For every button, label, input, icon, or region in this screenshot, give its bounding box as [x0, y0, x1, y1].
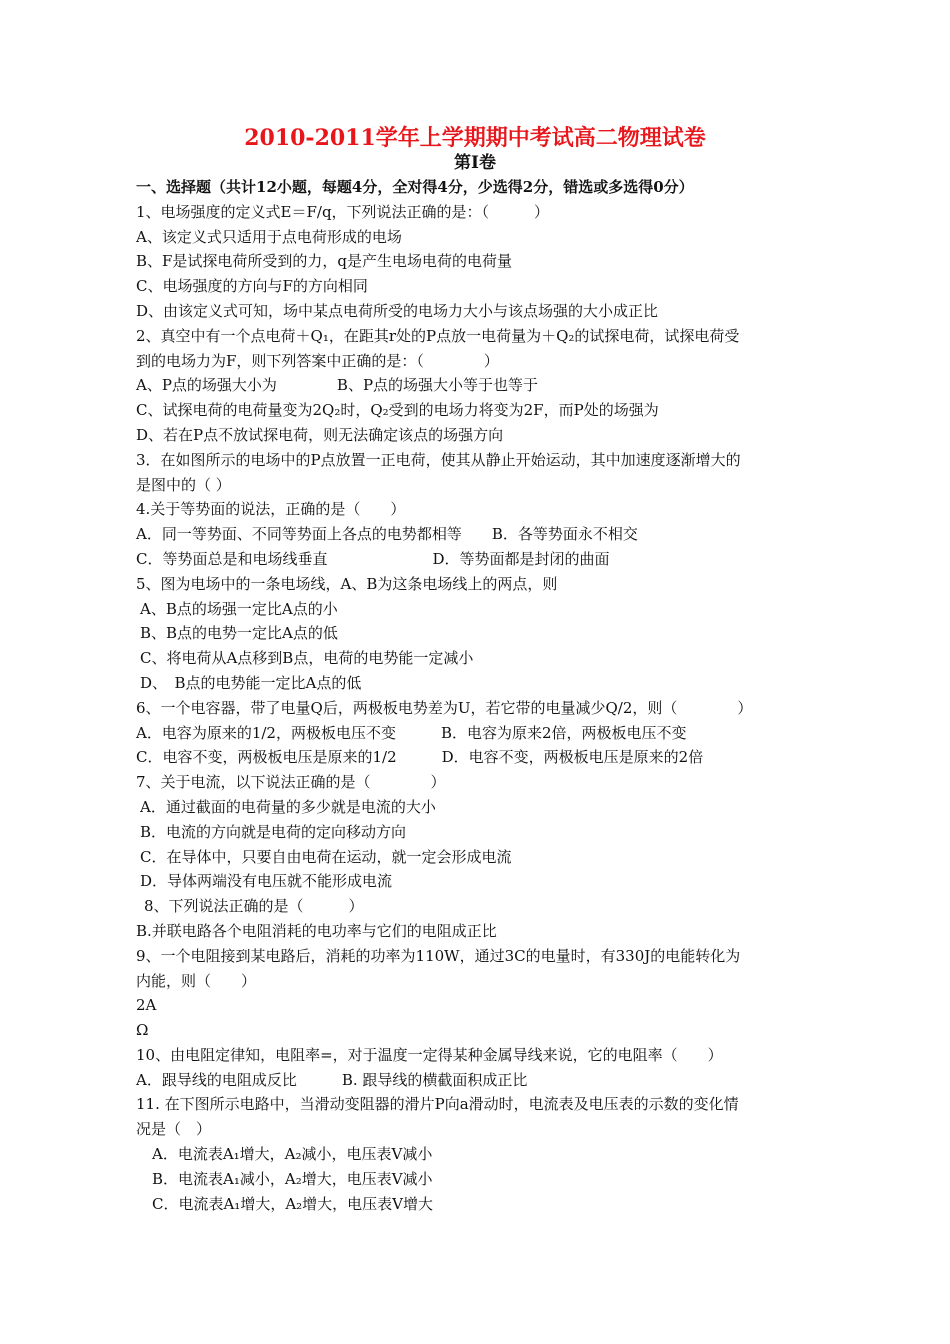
text-line: 7、关于电流，以下说法正确的是（ ） — [136, 773, 446, 792]
text-line: A、P点的场强大小为 B、P点的场强大小等于也等于 — [136, 376, 539, 395]
section-title: 第Ⅰ卷 — [454, 153, 496, 173]
text-line: C、试探电荷的电荷量变为2Q₂时，Q₂受到的电场力将变为2F，而P处的场强为 — [136, 401, 659, 420]
text-line: B．电流表A₁减小，A₂增大，电压表V减小 — [152, 1169, 433, 1188]
text-line: D、由该定义式可知，场中某点电荷所受的电场力大小与该点场强的大小成正比 — [136, 301, 659, 320]
text-line: 9、一个电阻接到某电路后，消耗的功率为110W，通过3C的电量时，有330J的电能转化为 — [136, 946, 741, 965]
text-line: A．通过截面的电荷量的多少就是电流的大小 — [140, 797, 436, 816]
text-line: 8、下列说法正确的是（ ） — [144, 897, 364, 916]
text-line: C．电容不变，两极板电压是原来的1/2 D．电容不变，两极板电压是原来的2倍 — [136, 748, 704, 767]
text-line: 2、真空中有一个点电荷＋Q₁，在距其r处的P点放一电荷量为＋Q₂的试探电荷，试探电荷受 — [136, 326, 740, 345]
text-line: A．电流表A₁增大，A₂减小，电压表V减小 — [152, 1145, 433, 1164]
text-line: A．同一等势面、不同等势面上各点的电势都相等 B．各等势面永不相交 — [136, 525, 638, 544]
text-line: 2A — [136, 996, 157, 1015]
exam-body — [136, 175, 836, 1216]
text-line: A．跟导线的电阻成反比 B. 跟导线的横截面积成正比 — [136, 1070, 528, 1089]
text-line: 4.关于等势面的说法，正确的是（ ） — [136, 500, 406, 519]
text-line: D、若在P点不放试探电荷，则无法确定该点的场强方向 — [136, 425, 504, 444]
text-line: D．导体两端没有电压就不能形成电流 — [140, 872, 393, 891]
text-line: A．电容为原来的1/2，两极板电压不变 B．电容为原来2倍，两极板电压不变 — [136, 723, 687, 742]
text-line: 3．在如图所示的电场中的P点放置一正电荷，使其从静止开始运动，其中加速度逐渐增大的 — [136, 450, 741, 469]
text-line: 况是（ ） — [136, 1120, 212, 1139]
text-line: 到的电场力为F，则下列答案中正确的是：（ ） — [136, 351, 499, 370]
text-line: 1、电场强度的定义式E＝F/q，下列说法正确的是：（ ） — [136, 202, 550, 221]
text-line: A、该定义式只适用于点电荷形成的电场 — [136, 227, 402, 246]
text-line: B、B点的电势一定比A点的低 — [140, 624, 338, 643]
text-line: B、F是试探电荷所受到的力，q是产生电场电荷的电荷量 — [136, 252, 513, 271]
text-line: 是图中的（ ） — [136, 475, 231, 494]
text-line: C．电流表A₁增大，A₂增大，电压表V增大 — [152, 1194, 434, 1213]
text-line: A、B点的场强一定比A点的小 — [140, 599, 338, 618]
text-line: C．等势面总是和电场线垂直 D．等势面都是封闭的曲面 — [136, 549, 610, 568]
text-line: 一、选择题（共计12小题，每题4分，全对得4分，少选得2分，错选或多选得0分） — [136, 178, 694, 196]
text-line: 10、由电阻定律知，电阻率=，对于温度一定得某种金属导线来说，它的电阻率（ ） — [136, 1045, 723, 1064]
text-line: C、将电荷从A点移到B点，电荷的电势能一定减小 — [140, 649, 474, 668]
text-line: Ω — [136, 1021, 149, 1040]
text-line: 内能，则（ ） — [136, 971, 257, 990]
text-line: 11. 在下图所示电路中，当滑动变阻器的滑片P向a滑动时，电流表及电压表的示数的变化情 — [136, 1095, 739, 1114]
text-line: 5、图为电场中的一条电场线，A、B为这条电场线上的两点，则 — [136, 574, 558, 593]
text-line: B．电流的方向就是电荷的定向移动方向 — [140, 822, 407, 841]
text-line: D、 B点的电势能一定比A点的低 — [140, 673, 362, 692]
text-line: C、电场强度的方向与F的方向相同 — [136, 277, 368, 296]
text-line: B.并联电路各个电阻消耗的电功率与它们的电阻成正比 — [136, 921, 497, 940]
text-line: 6、一个电容器，带了电量Q后，两极板电势差为U，若它带的电量减少Q/2，则（ ） — [136, 698, 753, 717]
exam-title: 2010-2011学年上学期期中考试高二物理试卷 — [244, 125, 706, 151]
text-line: C．在导体中，只要自由电荷在运动，就一定会形成电流 — [140, 847, 512, 866]
